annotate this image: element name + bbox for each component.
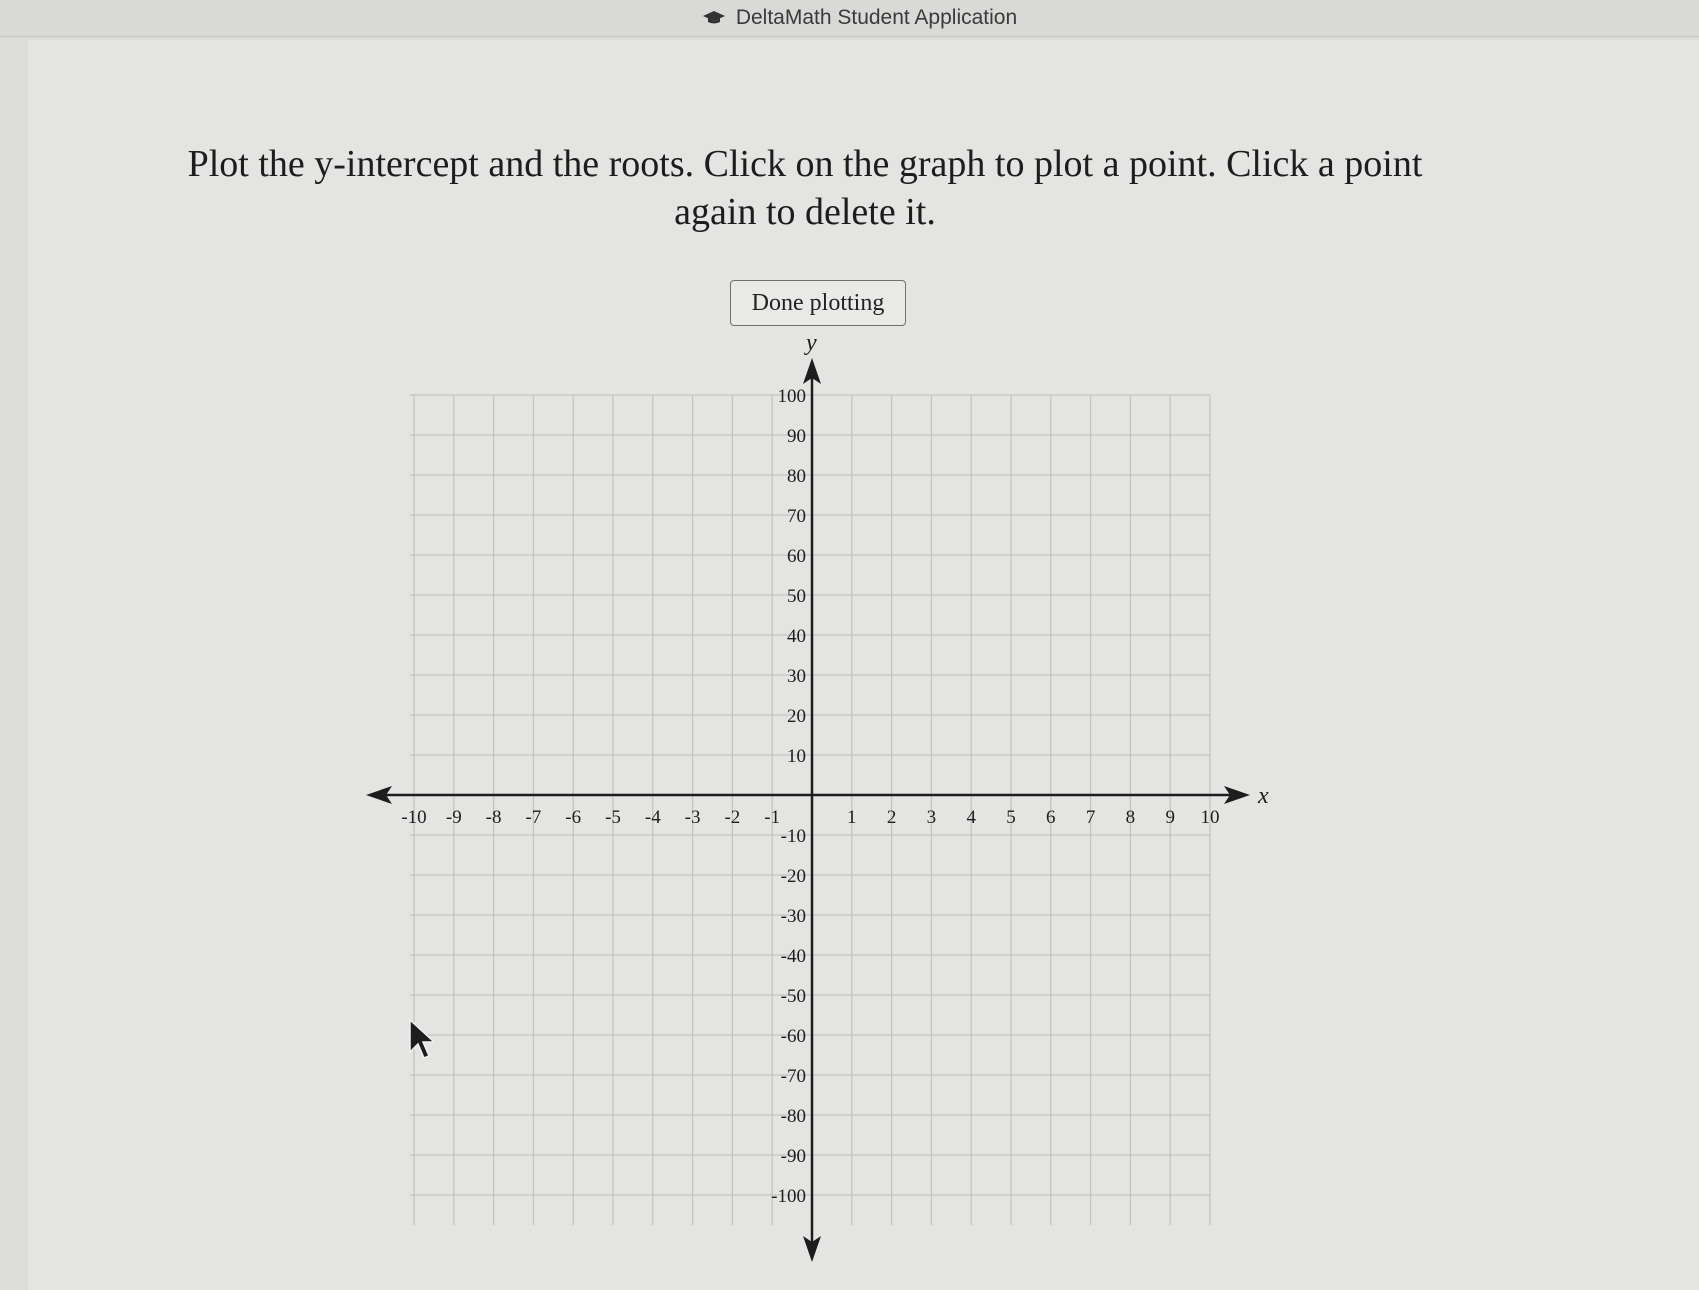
- x-tick-label: -5: [605, 807, 621, 828]
- y-tick-label: -40: [780, 946, 806, 967]
- done-plotting-button[interactable]: Done plotting: [730, 280, 906, 326]
- y-tick-label: 70: [787, 506, 806, 527]
- y-tick-label: 90: [787, 426, 806, 447]
- y-tick-label: -30: [780, 906, 806, 927]
- x-tick-label: -7: [525, 807, 542, 828]
- y-tick-label: -100: [771, 1186, 806, 1207]
- y-tick-label: 40: [787, 626, 806, 647]
- y-tick-label: -80: [780, 1106, 806, 1127]
- y-tick-label: -90: [780, 1146, 806, 1167]
- y-tick-label: 10: [787, 746, 806, 767]
- x-tick-label: 2: [886, 807, 897, 828]
- x-tick-label: 1: [847, 807, 857, 828]
- x-tick-label: -4: [644, 807, 661, 828]
- x-tick-label: 4: [966, 807, 976, 828]
- x-tick-label: -2: [724, 807, 741, 828]
- y-tick-label: 60: [787, 546, 806, 567]
- x-tick-label: 10: [1200, 807, 1220, 828]
- y-tick-label: -10: [780, 826, 806, 847]
- x-tick-label: 5: [1006, 807, 1016, 828]
- y-tick-label: 80: [787, 466, 806, 487]
- x-tick-label: -8: [485, 807, 502, 828]
- x-tick-label: 8: [1125, 807, 1136, 828]
- x-tick-label: -10: [401, 807, 427, 828]
- y-tick-label: -60: [780, 1026, 806, 1047]
- y-tick-label: 100: [777, 386, 806, 407]
- y-tick-label: 20: [787, 706, 806, 727]
- x-axis-label: x: [1258, 783, 1269, 809]
- x-tick-label: -1: [764, 807, 781, 828]
- y-axis-label: y: [806, 330, 817, 356]
- problem-prompt: Plot the y-intercept and the roots. Click on the graph to plot a point. Click a point again to delete it.: [187, 143, 1423, 233]
- x-tick-label: 3: [926, 807, 937, 828]
- x-tick-label: 6: [1046, 807, 1056, 828]
- y-tick-label: 30: [787, 666, 806, 687]
- y-tick-label: 50: [787, 586, 806, 607]
- y-tick-label: -50: [780, 986, 806, 1007]
- y-tick-label: -70: [780, 1066, 806, 1087]
- x-tick-label: -3: [684, 807, 701, 828]
- x-tick-label: 9: [1165, 807, 1175, 828]
- x-tick-label: -9: [445, 807, 462, 828]
- x-tick-label: -6: [565, 807, 582, 828]
- app-title-text: DeltaMath Student Application: [735, 6, 1018, 29]
- y-tick-label: -20: [780, 866, 806, 887]
- x-tick-label: 7: [1085, 807, 1096, 828]
